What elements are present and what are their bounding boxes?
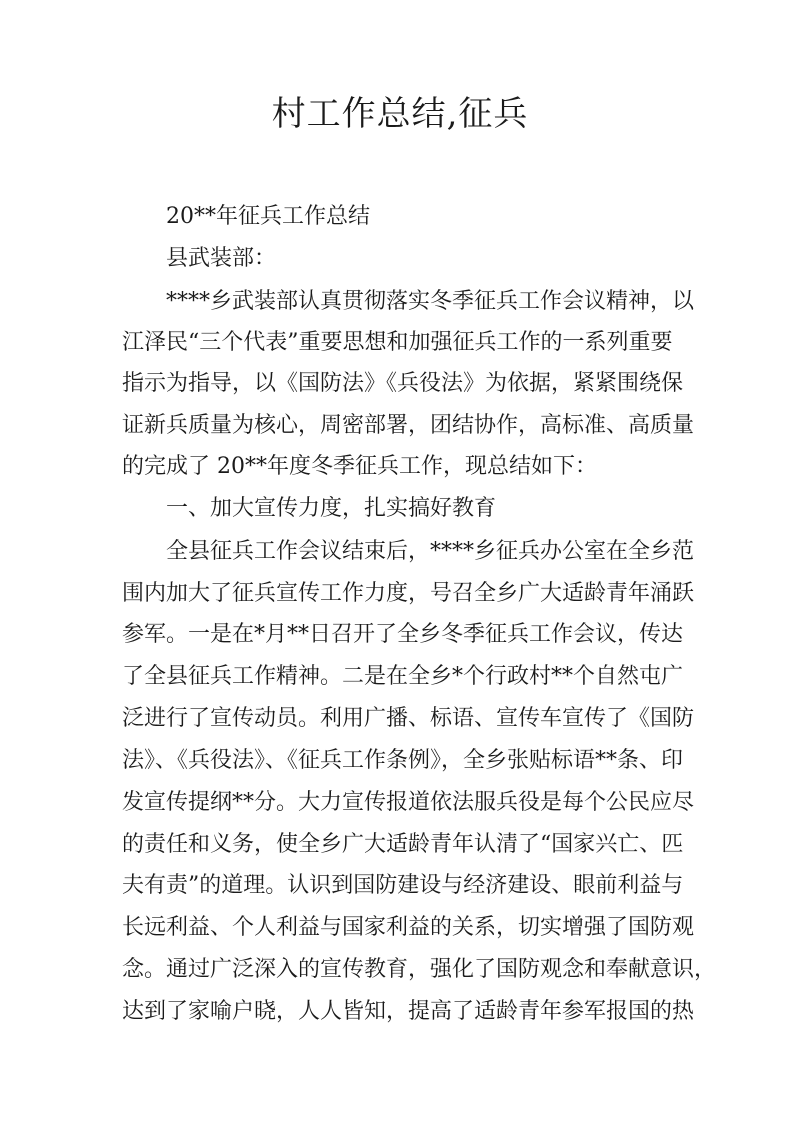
paragraph-line: ****乡武装部认真贯彻落实冬季征兵工作会议精神，以 [166, 289, 695, 314]
paragraph-line: 指示为指导，以《国防法》《兵役法》为依据，紧紧围绕保 [122, 371, 684, 396]
heading-line: 20**年征兵工作总结 [166, 204, 370, 229]
paragraph-line: 泛进行了宣传动员。利用广播、标语、宣传车宣传了《国防 [122, 706, 695, 731]
paragraph-line: 江泽民“三个代表”重要思想和加强征兵工作的一系列重要 [122, 330, 673, 355]
paragraph-line: 长远利益、个人利益与国家利益的关系，切实增强了国防观 [122, 915, 695, 940]
document-title: 村工作总结,征兵 [271, 94, 529, 134]
paragraph-line: 发宣传提纲**分。大力宣传报道依法服兵役是每个公民应尽 [122, 790, 695, 815]
paragraph-line: 夫有责”的道理。认识到国防建设与经济建设、眼前利益与 [122, 873, 684, 898]
paragraph-line: 围内加大了征兵宣传工作力度，号召全乡广大适龄青年涌跃 [122, 581, 695, 606]
paragraph-line: 了全县征兵工作精神。二是在全乡*个行政村**个自然屯广 [122, 664, 684, 689]
paragraph-line: 法》、《兵役法》、《征兵工作条例》，全乡张贴标语**条、印 [122, 748, 684, 773]
paragraph-line: 达到了家喻户晓，人人皆知，提高了适龄青年参军报国的热 [122, 999, 695, 1024]
salutation-line: 县武装部： [166, 246, 277, 271]
paragraph-line: 证新兵质量为核心，周密部署，团结协作，高标准、高质量 [122, 413, 695, 438]
paragraph-line: 全县征兵工作会议结束后，****乡征兵办公室在全乡范 [166, 539, 695, 564]
paragraph-line: 的完成了 20**年度冬季征兵工作，现总结如下： [122, 454, 597, 479]
paragraph-line: 参军。一是在*月**日召开了全乡冬季征兵工作会议，传达 [122, 622, 684, 647]
paragraph-line: 念。通过广泛深入的宣传教育，强化了国防观念和奉献意识， [122, 957, 717, 982]
section-heading: 一、加大宣传力度，扎实搞好教育 [166, 496, 497, 521]
paragraph-line: 的责任和义务，使全乡广大适龄青年认清了“国家兴亡、匹 [122, 832, 684, 857]
